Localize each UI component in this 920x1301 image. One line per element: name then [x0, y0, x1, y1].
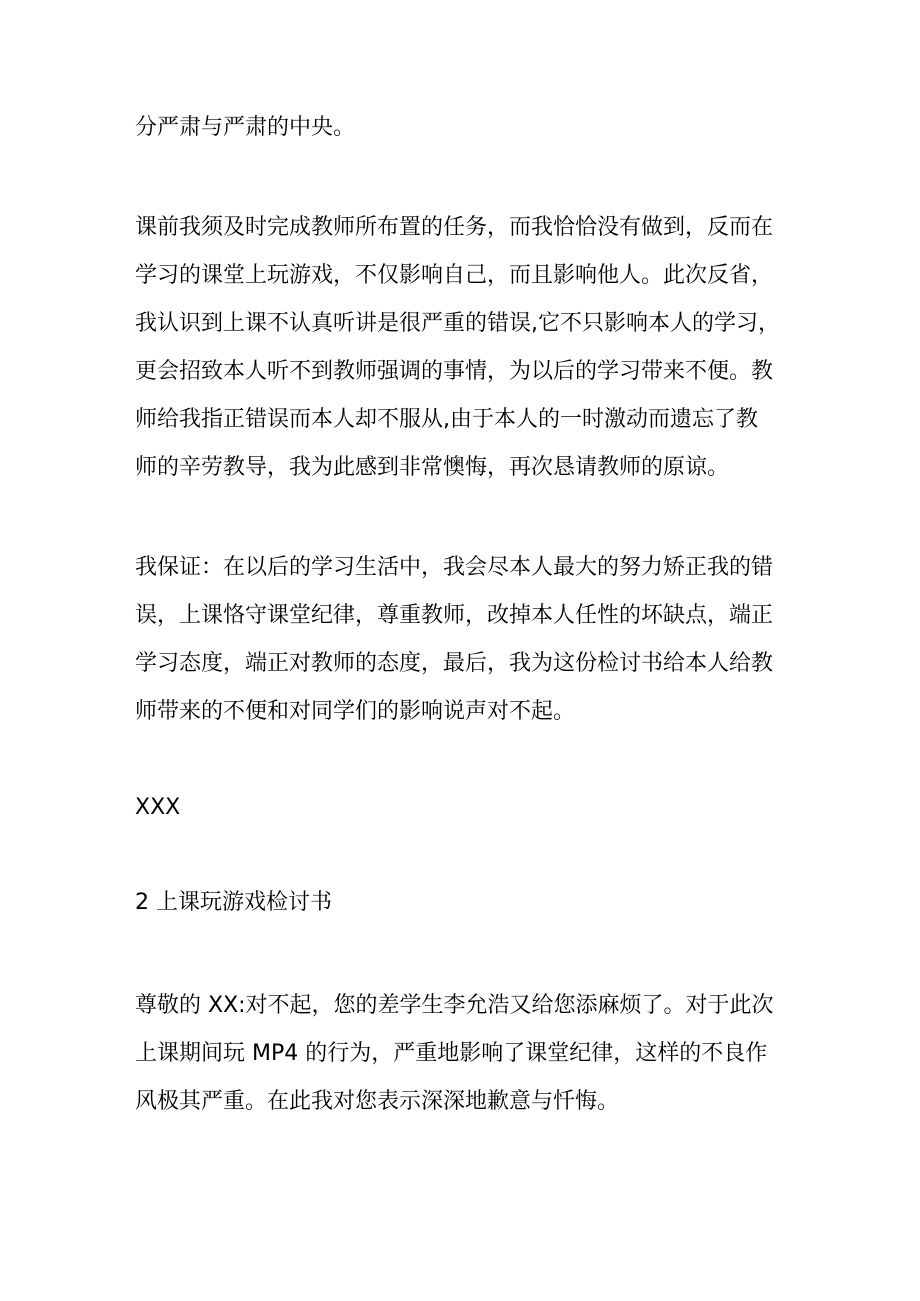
text-line: 我认识到上课不认真听讲是很严重的错误,它不只影响本人的学习， — [135, 311, 780, 336]
text-line: 师的辛劳教导，我为此感到非常懊悔，再次恳请教师的原谅。 — [135, 455, 730, 480]
text-line: 师给我指正错误而本人却不服从,由于本人的一时激动而遗忘了教 — [135, 407, 758, 432]
signature-name — [135, 784, 785, 832]
text-line: 尊敬的 XX:对不起，您的差学生李允浩又给您添麻烦了。对于此次 — [135, 993, 774, 1018]
section-heading — [135, 879, 785, 927]
paragraph-intro-fragment — [135, 104, 785, 152]
text-line: 分严肃与严肃的中央。 — [135, 115, 356, 140]
paragraph-promise — [135, 544, 785, 736]
text-line: 学习的课堂上玩游戏，不仅影响自己，而且影响他人。此次反省， — [135, 263, 774, 288]
paragraph-reflection — [135, 204, 785, 492]
paragraph-apology — [135, 982, 785, 1126]
text-line: 课前我须及时完成教师所布置的任务，而我恰恰没有做到，反而在 — [135, 215, 774, 240]
text-line: 误，上课恪守课堂纪律，尊重教师，改掉本人任性的坏缺点，端正 — [135, 603, 774, 628]
text-line: 上课期间玩 MP4 的行为，严重地影响了课堂纪律，这样的不良作 — [135, 1041, 768, 1066]
text-line: 我保证：在以后的学习生活中，我会尽本人最大的努力矫正我的错 — [135, 555, 774, 580]
text-line: 2 上课玩游戏检讨书 — [135, 890, 332, 915]
text-line: 风极其严重。在此我对您表示深深地歉意与忏悔。 — [135, 1089, 620, 1114]
text-line: 学习态度，端正对教师的态度，最后，我为这份检讨书给本人给教 — [135, 651, 774, 676]
text-line: XXX — [135, 795, 181, 820]
text-line: 更会招致本人听不到教师强调的事情，为以后的学习带来不便。教 — [135, 359, 774, 384]
text-line: 师带来的不便和对同学们的影响说声对不起。 — [135, 699, 576, 724]
